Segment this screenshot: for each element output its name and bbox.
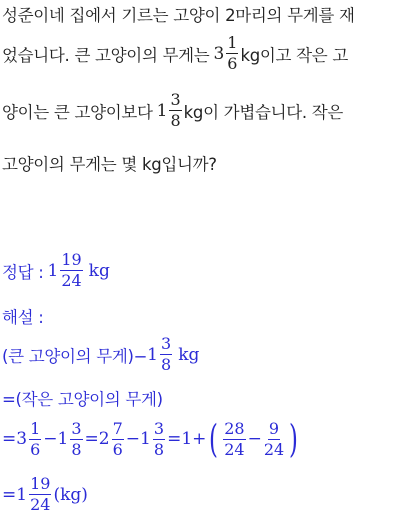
fraction-denominator: 24 [61,271,82,290]
fraction [263,418,285,459]
answer-fraction [60,252,82,289]
mixed-number-whole: 3 [16,429,28,449]
problem-text: 었습니다. 큰 고양이의 무게는 [2,45,210,65]
solution-step-3: = 3 $\frac{1}{6}$ − 1 $\frac{3}{8}$ = 2 $\frac{7}{6}$ − 1 $\frac{3}{8}$ = 1 + ( $\frac{28}{24}$ − $\frac{9}{24}$ ) [2,417,299,461]
fraction-numerator: 19 [30,474,51,493]
right-paren: ) [289,417,299,461]
fraction-denominator: 8 [71,439,82,459]
fraction-denominator: 8 [170,111,181,130]
mixed-number-whole: 1 [147,344,158,365]
solution-final: = 1 $\frac{19}{24}$ (kg) [2,474,88,514]
fraction-numerator: 3 [161,334,172,353]
fraction [160,336,172,373]
fraction-denominator: 24 [30,495,51,514]
fraction-numerator: 3 [170,90,181,109]
fraction [223,418,245,459]
fraction [226,35,238,72]
mixed-number-whole: 2 [98,429,110,449]
problem-text: 양이는 큰 고양이보다 [2,102,153,122]
left-paren: ( [209,417,219,461]
solution-step-1 [2,336,199,373]
mixed-number-whole: 1 [57,429,69,449]
solution-text: =(작은 고양이의 무게) [2,390,163,409]
fraction [153,418,165,459]
answer-label: 정답 : [2,262,44,282]
fraction-denominator: 8 [153,439,165,459]
solution-label-line [2,304,43,328]
mixed-number-whole: 1 [16,484,28,505]
fraction [29,418,41,459]
problem-text: 고양이의 무게는 몇 kg입니까? [2,155,217,174]
fraction-denominator: 8 [161,355,172,374]
fraction-numerator: 3 [71,418,82,438]
unit: kg [178,344,200,365]
problem-text: kg이 가볍습니다. 작은 [183,102,344,122]
solution-label: 해설 : [2,308,44,327]
answer-line [2,252,110,289]
problem-text: kg이고 작은 고 [240,45,348,65]
answer-whole: 1 [47,260,59,281]
fraction-denominator: 24 [224,439,245,459]
fraction-denominator: 6 [30,439,41,459]
fraction-numerator: 28 [224,418,245,438]
fraction-denominator: 6 [227,54,238,73]
fraction-numerator: 1 [227,33,238,52]
mixed-number-whole: 3 [213,43,225,64]
fraction-numerator: 9 [268,418,280,438]
fraction [29,476,51,513]
fraction-numerator: 1 [30,418,41,438]
fraction [169,92,181,129]
fraction [70,418,82,459]
answer-unit: kg [88,260,110,281]
solution-step-2 [2,386,163,410]
solution-text: (큰 고양이의 무게)− [2,346,148,366]
mixed-number-whole: 1 [156,100,168,121]
mixed-number-whole: 1 [140,429,151,449]
fraction-numerator: 7 [112,418,123,438]
fraction [112,418,124,459]
problem-text: 성준이네 집에서 기르는 고양이 2마리의 무게를 재 [2,6,355,25]
unit: (kg) [53,484,88,505]
fraction-denominator: 24 [263,439,285,459]
fraction-denominator: 6 [112,439,123,459]
problem-line-3 [2,92,343,129]
fraction-numerator: 19 [61,250,82,269]
fraction-numerator: 3 [153,418,165,438]
problem-line-2 [2,35,348,72]
problem-line-4 [2,151,217,175]
problem-line-1 [2,2,355,26]
whole-number: 1 [181,429,193,449]
